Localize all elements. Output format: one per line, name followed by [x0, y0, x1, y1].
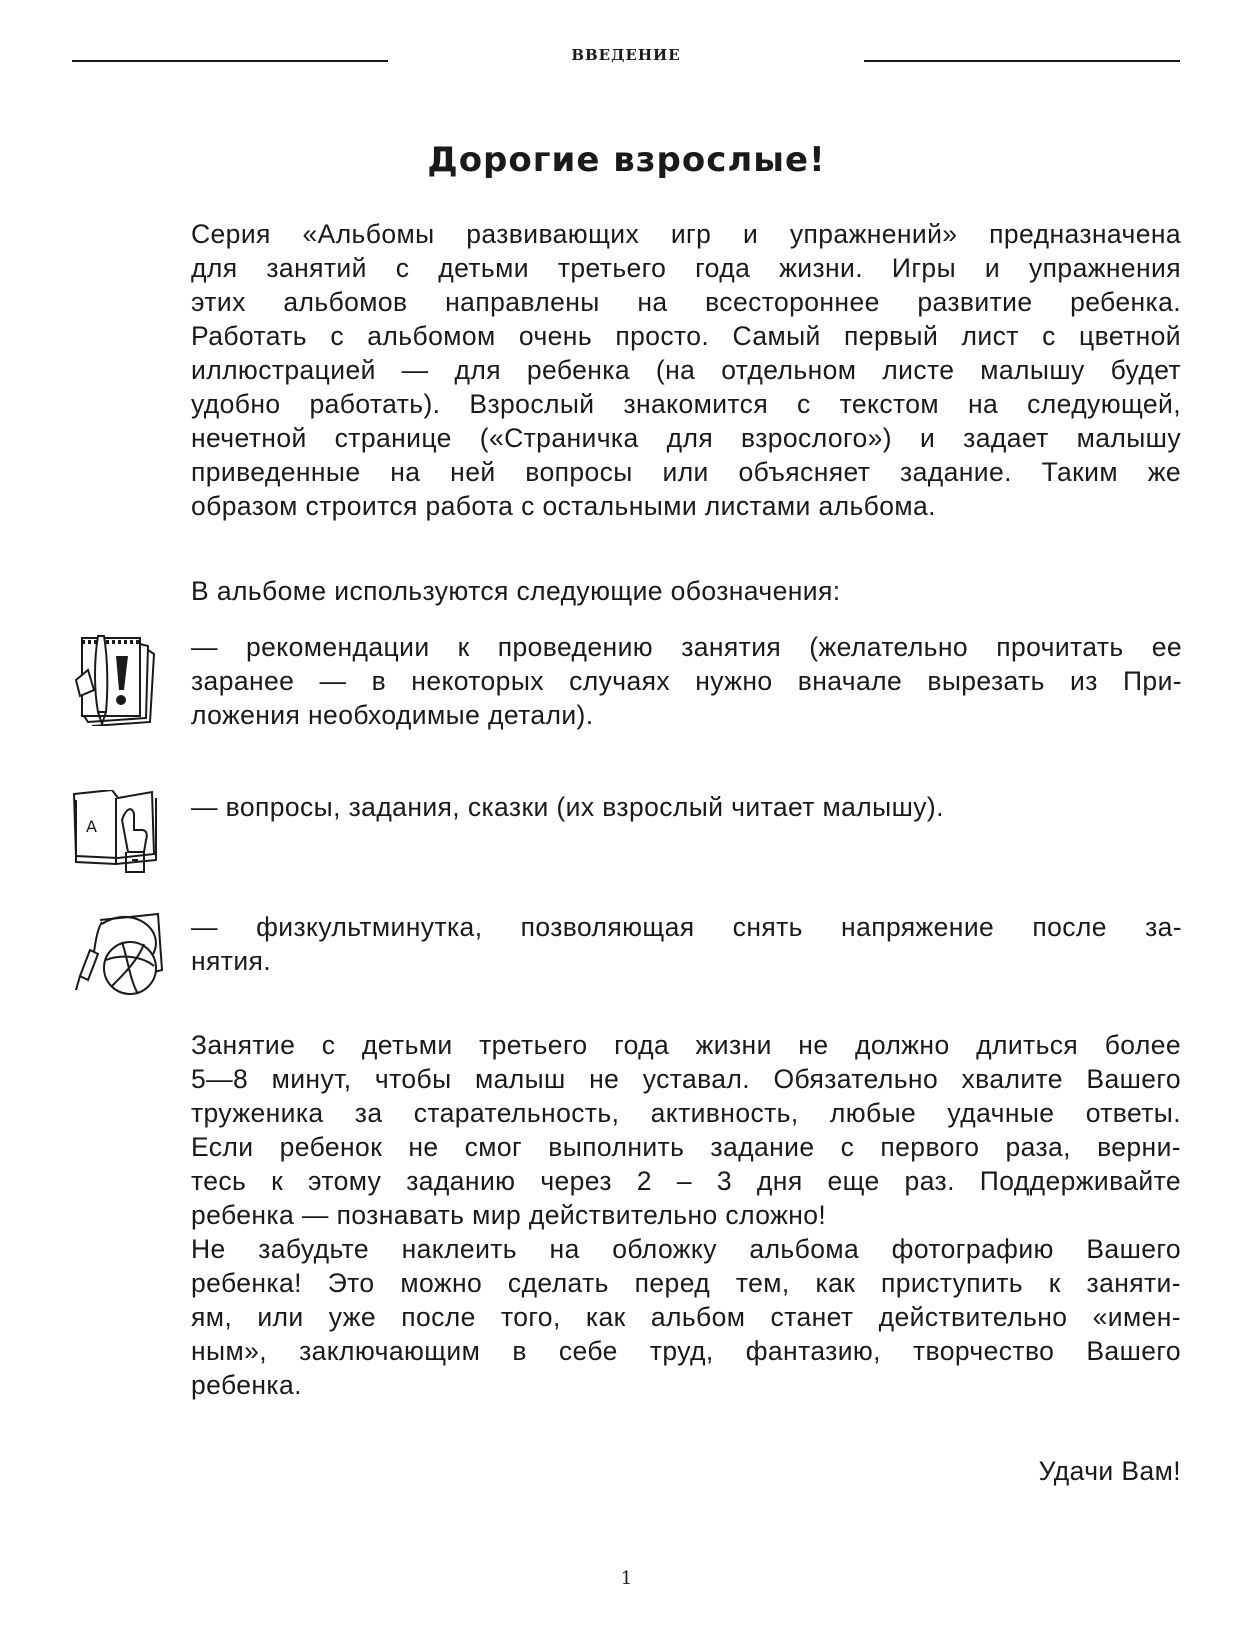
- legend-line: нятия.: [191, 946, 272, 976]
- intro-line: образом строится работа с остальными листами альбома.: [191, 491, 936, 521]
- body-line: ям, или уже после того, как альбом станет действительно «имен-: [191, 1302, 1181, 1332]
- legend-intro: В альбоме используются следующие обозначения:: [191, 576, 841, 606]
- body-paragraph: [191, 1028, 1181, 1402]
- notepad-exclamation-icon: [72, 630, 168, 726]
- body-line: ным», заключающим в себе труд, фантазию, творчество Вашего: [191, 1336, 1181, 1366]
- intro-line: удобно работать). Взрослый знакомится с текстом на следующей,: [191, 389, 1181, 419]
- body-line: ребенка.: [191, 1370, 302, 1400]
- legend-line: — рекомендации к проведению занятия (желательно прочитать ее: [191, 632, 1182, 662]
- intro-line: иллюстрацией — для ребенка (на отдельном листе малышу будет: [191, 355, 1181, 385]
- body-line: ребенка — познавать мир действительно сложно!: [191, 1200, 827, 1230]
- intro-line: этих альбомов направлены на всестороннее развитие ребенка.: [191, 287, 1181, 317]
- intro-line: приведенные на ней вопросы или объясняет задание. Таким же: [191, 457, 1181, 487]
- body-line: ребенка! Это можно сделать перед тем, как приступить к заняти-: [191, 1268, 1181, 1298]
- page-title: Дорогие взрослые!: [427, 140, 826, 180]
- header-rule-right: [864, 60, 1180, 62]
- page-number: 1: [620, 1568, 633, 1589]
- intro-line: нечетной странице («Страничка для взрослого») и задает малышу: [191, 423, 1181, 453]
- page-header: [72, 46, 1180, 76]
- body-line: Не забудьте наклеить на обложку альбома фотографию Вашего: [191, 1234, 1181, 1264]
- body-line: тесь к этому заданию через 2 – 3 дня еще раз. Поддерживайте: [191, 1166, 1181, 1196]
- legend-text: [191, 630, 1182, 732]
- legend-text: [191, 910, 1182, 978]
- section-title: ВВЕДЕНИЕ: [571, 46, 681, 64]
- legend-text: [191, 790, 1182, 824]
- body-line: Если ребенок не смог выполнить задание с первого раза, верни-: [191, 1132, 1181, 1162]
- ball-and-jump-rope-icon: [72, 910, 168, 1006]
- legend-line: — вопросы, задания, сказки (их взрослый читает малышу).: [191, 792, 944, 822]
- intro-line: Работать с альбомом очень просто. Самый первый лист с цветной: [191, 321, 1181, 351]
- signoff: Удачи Вам!: [1038, 1456, 1181, 1486]
- intro-line: Серия «Альбомы развивающих игр и упражнений» предназначена: [191, 219, 1181, 249]
- legend-line: заранее — в некоторых случаях нужно вначале вырезать из При-: [191, 666, 1182, 696]
- legend-line: — физкультминутка, позволяющая снять напряжение после за-: [191, 912, 1182, 942]
- book-letter: А: [86, 817, 97, 836]
- body-line: 5—8 минут, чтобы малыш не уставал. Обязательно хвалите Вашего: [191, 1064, 1181, 1094]
- intro-line: для занятий с детьми третьего года жизни. Игры и упражнения: [191, 253, 1181, 283]
- body-line: труженика за старательность, активность, любые удачные ответы.: [191, 1098, 1181, 1128]
- body-line: Занятие с детьми третьего года жизни не должно длиться более: [191, 1030, 1181, 1060]
- intro-paragraph: [191, 217, 1181, 523]
- legend-line: ложения необходимые детали).: [191, 700, 594, 730]
- open-book-pointing-hand-icon: [72, 790, 168, 886]
